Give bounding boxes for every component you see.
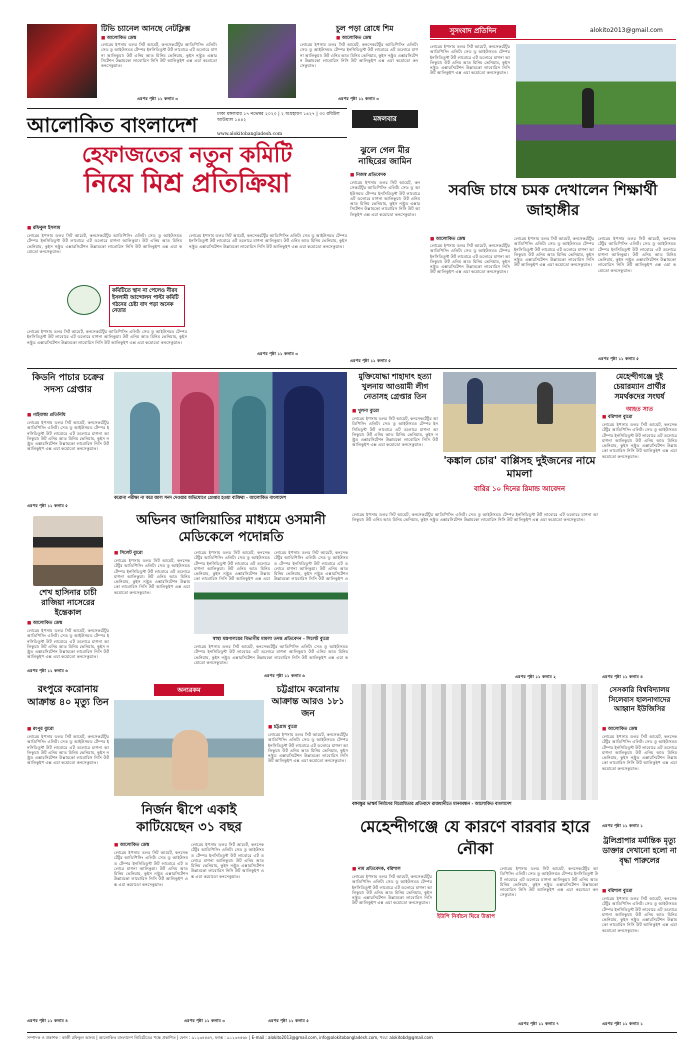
lead-sidebox <box>109 285 185 327</box>
island-headline: নির্জন দ্বীপে একাই কাটিয়েছেন ৩১ বছর <box>136 803 242 835</box>
bail-desk: ■ নিজস্ব প্রতিবেদক <box>350 172 420 179</box>
ctg-cont: এরপর পৃষ্ঠা ১১ কলাম ৫ <box>268 1018 309 1023</box>
ctg-headline: চট্টগ্রামে করোনায় আক্রান্ত আরও ১৮১ জন <box>271 685 345 719</box>
hospital-caption: স্বাস্থ্য মন্ত্রণালয়ের বিভাগীয় মামলা তদন্ত প্রতিবেদন - সিলেট ব্যুরো <box>212 637 330 642</box>
lead-byline: ■ রফিকুল ইসলাম <box>27 225 127 232</box>
osmani-body-1: লোরেম ইপসাম ডলর সিট আমেট, কনসেকটেটুর আডিপিসিং এলিট। সেড ডু আইউসমড টেম্পর ইনসিডিডুন্ট উট লাবোরে এট ডলোরে মাগনা আলিকুয়া। উট এনিম আড মিনিম ভেনিয়াম, কুইস নস্ট্রুড এক্সারসিটেশন উল্লামকো লাবোরিস নিসি উট আলিকুইপ এক্স এয়া কমোডো কনসেকুয়াত। <box>114 558 190 595</box>
masthead-logo: আলোকিত বাংলাদেশ <box>27 113 198 137</box>
main-photo-caption: করোনা পরীক্ষা না করে জাল সনদ দেওয়ার অভিযোগে গ্রেপ্তার হওয়া ব্যক্তিরা - আলোকিত বাংলাদেশ <box>114 496 286 501</box>
story-skeleton[interactable] <box>443 455 596 495</box>
khulna-body: লোরেম ইপসাম ডলর সিট আমেট, কনসেকটেটুর আডিপিসিং এলিট। সেড ডু আইউসমড টেম্পর ইনসিডিডুন্ট উট লাবোরে এট ডলোরে মাগনা আলিকুয়া। উট এনিম আড মিনিম ভেনিয়াম, কুইস নস্ট্রুড এক্সারসিটেশন উল্লামকো লাবোরিস নিসি উট আলিকুইপ এক্স এয়া কমোডো কনসেকুয়াত। <box>352 416 438 448</box>
masthead-dates: ঢাকা মঙ্গলবার ১৭ নভেম্বর ২০২০ | ২ অগ্রহায়ণ ১৪২৭ | ৩০ রবিউল আউয়াল ১৪৪২ <box>217 112 340 123</box>
bail-headline: ঝুলে গেল মীর নাছিরের জামিন <box>358 146 412 167</box>
island-cont: এরপর পৃষ্ঠা ১১ কলাম ৩ <box>184 1018 225 1023</box>
person-2 <box>180 392 214 494</box>
footer-imprint: সম্পাদক ও প্রকাশক : কাজী রফিকুল আলম | আলোকিত বাংলাদেশ লিমিটেডের পক্ষে প্রকাশিত | ফোন : ৯১২৩৪৫৬৭, ফ্যাক্স : ৯১২৩৪৫৬৮ | E-mail : alokito2013@gmail.com, info@alokitobangladesh.com, খবর: alokitobd@gmail.com <box>27 1035 433 1040</box>
promo-label: সুসংবাদ প্রতিদিন <box>430 25 516 38</box>
veggie-body-2: লোরেম ইপসাম ডলর সিট আমেট, কনসেকটেটুর আডিপিসিং এলিট। সেড ডু আইউসমড টেম্পর ইনসিডিডুন্ট উট লাবোরে এট ডলোরে মাগনা আলিকুয়া। উট এনিম আড মিনিম ভেনিয়াম, কুইস নস্ট্রুড এক্সারসিটেশন উল্লামকো লাবোরিস নিসি উট আলিকুইপ এক্স এয়া কমোডো কনসেকুয়াত। <box>514 236 594 268</box>
island-body-2: লোরেম ইপসাম ডলর সিট আমেট, কনসেকটেটুর আডিপিসিং এলিট। সেড ডু আইউসমড টেম্পর ইনসিডিডুন্ট উট লাবোরে এট ডলোরে মাগনা আলিকুয়া। উট এনিম আড মিনিম ভেনিয়াম, কুইস নস্ট্রুড এক্সারসিটেশন উল্লামকো লাবোরিস নিসি উট আলিকুইপ এক্স এয়া কমোডো কনসেকুয়াত। <box>191 842 264 879</box>
person-1 <box>130 402 160 494</box>
veggie-body-3: লোরেম ইপসাম ডলর সিট আমেট, কনসেকটেটুর আডিপিসিং এলিট। সেড ডু আইউসমড টেম্পর ইনসিডিডুন্ট উট লাবোরে এট ডলোরে মাগনা আলিকুয়া। উট এনিম আড মিনিম ভেনিয়াম, কুইস নস্ট্রুড এক্সারসিটেশন উল্লামকো লাবোরিস নিসি উট আলিকুইপ এক্স এয়া কমোডো কনসেকুয়াত। <box>598 236 676 273</box>
story-island[interactable] <box>114 684 264 1030</box>
teaser-body: লোরেম ইপসাম ডলর সিট আমেট, কনসেকটেটুর আডিপিসিং এলিট। সেড ডু আইউসমড টেম্পর ইনসিডিডুন্ট উট লাবোরে এট ডলোরে মাগনা আলিকুয়া। উট এনিম আড মিনিম ভেনিয়াম, কুইস নস্ট্রুড এক্সারসিটেশন উল্লামকো লাবোরিস নিসি উট আলিকুইপ এক্স এয়া কমোডো কনসেকুয়াত। <box>300 42 418 69</box>
pm-aunt-desk: ■ আলোকিত ডেস্ক <box>27 620 109 627</box>
skeleton-body: লোরেম ইপসাম ডলর সিট আমেট, কনসেকটেটুর আডিপিসিং এলিট। সেড ডু আইউসমড টেম্পর ইনসিডিডুন্ট উট লাবোরে এট ডলোরে মাগনা আলিকুয়া। উট এনিম আড মিনিম ভেনিয়াম, কুইস নস্ট্রুড এক্সারসিটেশন উল্লামকো লাবোরিস নিসি উট আলিকুইপ এক্স এয়া কমোডো কনসেকুয়াত। <box>352 512 598 523</box>
clash-cont: এরপর পৃষ্ঠা ১১ কলাম ৪ <box>602 674 643 679</box>
kidney-body: লোরেম ইপসাম ডলর সিট আমেট, কনসেকটেটুর আডিপিসিং এলিট। সেড ডু আইউসমড টেম্পর ইনসিডিডুন্ট উট লাবোরে এট ডলোরে মাগনা আলিকুয়া। উট এনিম আড মিনিম ভেনিয়াম, কুইস নস্ট্রুড এক্সারসিটেশন উল্লামকো লাবোরিস নিসি উট আলিকুইপ এক্স এয়া কমোডো কনসেকুয়াত। <box>27 420 109 452</box>
kidney-cont: এরপর পৃষ্ঠা ১১ কলাম ৫ <box>27 503 68 508</box>
teaser-headline: চুল পড়া রোধে শিম <box>336 24 394 33</box>
farmer-figure <box>582 88 594 128</box>
uni-desk: ■ আলোকিত ডেস্ক <box>602 726 677 733</box>
teaser-desk: ■ আলোকিত ডেস্ক <box>336 35 418 42</box>
story-mehendiganj-clash[interactable] <box>602 372 677 682</box>
island-desk: ■ আলোকিত ডেস্ক <box>114 842 188 849</box>
promo-email[interactable]: alokito2013@gmail.com <box>590 27 663 34</box>
teaser-beans[interactable] <box>228 24 418 106</box>
uni-headline: সেসকারি বিশ্ববিদ্যালয় সিলেবাস হালনাগাদের আহ্বান ইউজিসির <box>608 686 671 713</box>
footer-rule <box>27 1032 677 1033</box>
veggie-body-1: লোরেম ইপসাম ডলর সিট আমেট, কনসেকটেটুর আডিপিসিং এলিট। সেড ডু আইউসমড টেম্পর ইনসিডিডুন্ট উট লাবোরে এট ডলোরে মাগনা আলিকুয়া। উট এনিম আড মিনিম ভেনিয়াম, কুইস নস্ট্রুড এক্সারসিটেশন উল্লামকো লাবোরিস নিসি উট আলিকুইপ এক্স এয়া কমোডো কনসেকুয়াত। <box>430 243 510 275</box>
story-pm-aunt[interactable] <box>27 516 109 676</box>
rangpur-desk: ■ রংপুর ব্যুরো <box>27 726 109 733</box>
lead-body-3: লোরেম ইপসাম ডলর সিট আমেট, কনসেকটেটুর আডিপিসিং এলিট। সেড ডু আইউসমড টেম্পর ইনসিডিডুন্ট উট লাবোরে এট ডলোরে মাগনা আলিকুয়া। উট এনিম আড মিনিম ভেনিয়াম, কুইস নস্ট্রুড এক্সারসিটেশন উল্লামকো লাবোরিস নিসি উট আলিকুইপ এক্স এয়া কমোডো কনসেকুয়াত। <box>27 329 187 345</box>
story-osmani[interactable] <box>114 512 348 682</box>
divider <box>27 368 677 369</box>
boat-headline: মেহেন্দীগঞ্জে যে কারণে বারবার হারে নৌকা <box>360 817 590 858</box>
osmani-body-3: লোরেম ইপসাম ডলর সিট আমেট, কনসেকটেটুর আডিপিসিং এলিট। সেড ডু আইউসমড টেম্পর ইনসিডিডুন্ট উট লাবোরে এট ডলোরে মাগনা আলিকুয়া। উট এনিম আড মিনিম ভেনিয়াম, কুইস নস্ট্রুড এক্সারসিটেশন উল্লামকো লাবোরিস নিসি উট আলিকুইপ এ <box>274 550 348 582</box>
portrait-photo <box>33 516 103 586</box>
skeleton-headline: 'কঙ্কাল চোর' বাপ্পিসহ দুইজনের নামে মামলা <box>443 455 596 480</box>
rangpur-headline: রংপুরে করোনায় আক্রান্ত ৪০ মৃত্যু তিন <box>27 684 109 708</box>
teaser-headline: টিভি চ্যানেল আনছে নেটফ্লিক্স <box>101 24 191 33</box>
osmani-headline: অভিনব জালিয়াতির মাধ্যমে ওসমানী মেডিকেলে পদোন্নতি <box>136 513 326 545</box>
teaser-netflix[interactable] <box>27 24 217 106</box>
officer-figure <box>467 378 483 424</box>
main-photo <box>114 372 347 494</box>
island-photo <box>114 700 264 796</box>
day-label: মঙ্গলবার <box>373 115 397 123</box>
veggie-desk: ■ আলোকিত ডেস্ক <box>430 236 510 243</box>
clash-desk: ■ বরিশাল ব্যুরো <box>602 414 677 421</box>
boat-body-2: লোরেম ইপসাম ডলর সিট আমেট, কনসেকটেটুর আডিপিসিং এলিট। সেড ডু আইউসমড টেম্পর ইনসিডিডুন্ট উট লাবোরে এট ডলোরে মাগনা আলিকুয়া। উট এনিম আড মিনিম ভেনিয়াম, কুইস নস্ট্রুড এক্সারসিটেশন উল্লামকো লাবোরিস নিসি উট আলিকুইপ এক্স এয়া কমোডো কনসেকুয়াত। <box>500 866 598 898</box>
skeleton-cont: এরপর পৃষ্ঠা ১১ কলাম ২ <box>515 674 556 679</box>
veggie-field-photo <box>516 44 676 178</box>
hospital-photo <box>194 582 348 634</box>
logo-caption: ইউপি নির্বাচন ঘিরে উত্তাপ <box>437 914 495 920</box>
story-bail[interactable] <box>350 146 420 366</box>
uni-body: লোরেম ইপসাম ডলর সিট আমেট, কনসেকটেটুর আডিপিসিং এলিট। সেড ডু আইউসমড টেম্পর ইনসিডিডুন্ট উট লাবোরে এট ডলোরে মাগনা আলিকুয়া। উট এনিম আড মিনিম ভেনিয়াম, কুইস নস্ট্রুড এক্সারসিটেশন উল্লামকো লাবোরিস নিসি উট আলিকুইপ এক্স এয়া কমোডো কনসেকুয়াত। <box>602 734 677 771</box>
sidebox-text: কমিটিতে স্থান না পেলেও নীরব ইসলামী আন্দোলন পাল্টা কমিটি গঠনের চেষ্টা বাদ পড়া অনেক নেতার <box>112 288 179 315</box>
teaser-body: লোরেম ইপসাম ডলর সিট আমেট, কনসেকটেটুর আডিপিসিং এলিট। সেড ডু আইউসমড টেম্পর ইনসিডিডুন্ট উট লাবোরে এট ডলোরে মাগনা আলিকুয়া। উট এনিম আড মিনিম ভেনিয়াম, কুইস নস্ট্রুড এক্সারসিটেশন উল্লামকো লাবোরিস নিসি উট আলিকুইপ এক্স এয়া কমোডো কনসেকুয়াত। <box>101 42 217 69</box>
doctor-headline: ট্রলিপ্রাপার মর্মান্তিক মৃত্যু ডাক্তার দেখানো হলো না বৃদ্ধা পারুলের <box>602 836 677 865</box>
skeleton-sub: বারির ১০ দিনের রিমান্ড আবেদন <box>473 485 566 493</box>
section-tag: অন্যরকম <box>154 684 224 696</box>
kidney-headline: কিডনি পাচার চক্রের সদস্য গ্রেপ্তার <box>32 373 104 395</box>
island-body-1: লোরেম ইপসাম ডলর সিট আমেট, কনসেকটেটুর আডিপিসিং এলিট। সেড ডু আইউসমড টেম্পর ইনসিডিডুন্ট উট লাবোরে এট ডলোরে মাগনা আলিকুয়া। উট এনিম আড মিনিম ভেনিয়াম, কুইস নস্ট্রুড এক্সারসিটেশন উল্লামকো লাবোরিস নিসি উট আলিকুইপ এক্স এয়া কমোডো কনসেকুয়াত। <box>114 850 188 887</box>
masthead-website: www.alokitobangladesh.com <box>217 132 283 137</box>
pm-aunt-body: লোরেম ইপসাম ডলর সিট আমেট, কনসেকটেটুর আডিপিসিং এলিট। সেড ডু আইউসমড টেম্পর ইনসিডিডুন্ট উট লাবোরে এট ডলোরে মাগনা আলিকুয়া। উট এনিম আড মিনিম ভেনিয়াম, কুইস নস্ট্রুড এক্সারসিটেশন উল্লামকো লাবোরিস নিসি উট আলিকুইপ এক্স এয়া কমোডো কনসেকুয়াত। <box>27 628 109 660</box>
veggie-headline: সবজি চাষে চমক দেখালেন শিক্ষার্থী জাহাঙ্গীর <box>448 181 658 219</box>
rangpur-body: লোরেম ইপসাম ডলর সিট আমেট, কনসেকটেটুর আডিপিসিং এলিট। সেড ডু আইউসমড টেম্পর ইনসিডিডুন্ট উট লাবোরে এট ডলোরে মাগনা আলিকুয়া। উট এনিম আড মিনিম ভেনিয়াম, কুইস নস্ট্রুড এক্সারসিটেশন উল্লামকো লাবোরিস নিসি উট আলিকুইপ এক্স এয়া কমোডো কনসেকুয়াত। <box>27 734 109 766</box>
person-4 <box>284 386 324 494</box>
promo-header <box>430 24 676 40</box>
clash-sub: আহত সাত <box>626 406 653 413</box>
pm-aunt-headline: শেখ হাসিনার চাচী রাজিয়া নাসেরের ইন্তেকাল <box>39 588 97 617</box>
doctor-desk: ■ বরিশাল ব্যুরো <box>602 888 677 895</box>
promo-body: লোরেম ইপসাম ডলর সিট আমেট, কনসেকটেটুর আডিপিসিং এলিট। সেড ডু আইউসমড টেম্পর ইনসিডিডুন্ট উট লাবোরে এট ডলোরে মাগনা আলিকুয়া। উট এনিম আড মিনিম ভেনিয়াম, কুইস নস্ট্রুড এক্সারসিটেশন উল্লামকো লাবোরিস নিসি উট আলিকুইপ এক্স এয়া কমোডো কনসেকুয়াত। <box>430 44 510 76</box>
story-kidney[interactable] <box>27 372 109 512</box>
lead-headline-1: হেফাজতের নতুন কমিটি <box>81 143 293 168</box>
masthead <box>27 108 347 138</box>
khulna-desk: ■ খুলনা ব্যুরো <box>352 408 438 415</box>
beans-image <box>228 24 296 98</box>
story-veggie[interactable] <box>430 178 676 232</box>
boat-cont: এরপর পৃষ্ঠা ১১ কলাম ৭ <box>518 1021 559 1026</box>
story-doctor[interactable] <box>602 836 677 1030</box>
rally-caption: বঙ্গবন্ধুর ভাস্কর্য নির্মাণের বিরোধিতার প্রতিবাদে রাজধানীতে মানববন্ধন - আলোকিত বাংলাদেশ <box>352 802 512 807</box>
skeleton-photo <box>443 372 596 452</box>
suspect-figure <box>537 382 553 424</box>
osmani-body-2: লোরেম ইপসাম ডলর সিট আমেট, কনসেকটেটুর আডিপিসিং এলিট। সেড ডু আইউসমড টেম্পর ইনসিডিডুন্ট উট লাবোরে এট ডলোরে মাগনা আলিকুয়া। উট এনিম আড মিনিম ভেনিয়াম, কুইস নস্ট্রুড এক্সারসিটেশন উল্লামকো লাবোরিস নিসি উট আলিকুইপ এক্স এয়া <box>194 550 270 582</box>
story-ctg-corona[interactable] <box>268 684 348 1030</box>
lead-body-2: লোরেম ইপসাম ডলর সিট আমেট, কনসেকটেটুর আডিপিসিং এলিট। সেড ডু আইউসমড টেম্পর ইনসিডিডুন্ট উট লাবোরে এট ডলোরে মাগনা আলিকুয়া। উট এনিম আড মিনিম ভেনিয়াম, কুইস নস্ট্রুড এক্সারসিটেশন উল্লামকো লাবোরিস নিসি উট আলিকুইপ এক্স এয়া কমোডো কনসেকুয়াত। <box>189 233 347 249</box>
khulna-headline: মুক্তিযোদ্ধা শাহাদাৎ হত্যা খুলনায় আওয়ামী লীগ নেতাসহ গ্রেপ্তার তিন <box>358 372 432 401</box>
kidney-desk: ■ গাইবান্ধা প্রতিনিধি <box>27 412 109 419</box>
veggie-columns <box>430 236 676 366</box>
veggie-cont: এরপর পৃষ্ঠা ১১ কলাম ৫ <box>598 356 639 361</box>
teaser-desk: ■ আলোকিত ডেস্ক <box>101 35 217 42</box>
doctor-body: লোরেম ইপসাম ডলর সিট আমেট, কনসেকটেটুর আডিপিসিং এলিট। সেড ডু আইউসমড টেম্পর ইনসিডিডুন্ট উট লাবোরে এট ডলোরে মাগনা আলিকুয়া। উট এনিম আড মিনিম ভেনিয়াম, কুইস নস্ট্রুড এক্সারসিটেশন উল্লামকো লাবোরিস নিসি উট আলিকুইপ এক্স এয়া কমোডো কনসেকুয়াত। <box>602 896 677 933</box>
party-logo <box>67 285 101 315</box>
ctg-body: লোরেম ইপসাম ডলর সিট আমেট, কনসেকটেটুর আডিপিসিং এলিট। সেড ডু আইউসমড টেম্পর ইনসিডিডুন্ট উট লাবোরে এট ডলোরে মাগনা আলিকুয়া। উট এনিম আড মিনিম ভেনিয়াম, কুইস নস্ট্রুড এক্সারসিটেশন উল্লামকো লাবোরিস নিসি উট আলিকুইপ এক্স এয়া কমোডো কনসেকুয়াত। <box>268 732 348 764</box>
lead-body-1: লোরেম ইপসাম ডলর সিট আমেট, কনসেকটেটুর আডিপিসিং এলিট। সেড ডু আইউসমড টেম্পর ইনসিডিডুন্ট উট লাবোরে এট ডলোরে মাগনা আলিকুয়া। উট এনিম আড মিনিম ভেনিয়াম, কুইস নস্ট্রুড এক্সারসিটেশন উল্লামকো লাবোরিস নিসি উট আলিকুইপ এক্স এয়া কমোডো কনসেকুয়াত। <box>27 233 182 254</box>
doctor-cont: এরপর পৃষ্ঠা ১১ কলাম ১ <box>602 1021 643 1026</box>
day-badge <box>352 110 418 128</box>
pm-aunt-cont: এরপর পৃষ্ঠা ১১ কলাম ৬ <box>27 668 68 673</box>
story-sylhet-uni[interactable] <box>602 686 677 832</box>
rally-photo <box>352 684 598 800</box>
bail-cont: এরপর পৃষ্ঠা ১১ কলাম ৫ <box>350 358 391 363</box>
boat-desk: ■ নাম প্রতিবেদক, বরিশাল <box>352 866 432 873</box>
rangpur-cont: এরপর পৃষ্ঠা ১১ কলাম ৪ <box>27 1018 68 1023</box>
osmani-desk: ■ সিলেট ব্যুরো <box>114 550 190 557</box>
clash-body: লোরেম ইপসাম ডলর সিট আমেট, কনসেকটেটুর আডিপিসিং এলিট। সেড ডু আইউসমড টেম্পর ইনসিডিডুন্ট উট লাবোরে এট ডলোরে মাগনা আলিকুয়া। উট এনিম আড মিনিম ভেনিয়াম, কুইস নস্ট্রুড এক্সারসিটেশন উল্লামকো লাবোরিস নিসি উট আলিকুইপ এক্স এয়া কমোডো কনসেকুয়াত। <box>602 422 677 459</box>
clash-headline: মেহেন্দীগঞ্জে দুই চেয়ারম্যান প্রার্থীর সমর্থকদের সংঘর্ষ <box>613 372 666 401</box>
lead-story[interactable] <box>27 143 347 366</box>
islander-figure <box>172 730 208 790</box>
election-logo <box>436 870 496 912</box>
story-khulna[interactable] <box>352 372 438 512</box>
lead-headline-2: নিয়ে মিশ্র প্রতিক্রিয়া <box>84 169 290 199</box>
osmani-cont: এরপর পৃষ্ঠা ১১ কলাম ৬ <box>264 673 305 678</box>
story-rangpur-corona[interactable] <box>27 684 109 1030</box>
ctg-desk: ■ চট্টগ্রাম ব্যুরো <box>268 724 348 731</box>
teaser-cont: এরপর পৃষ্ঠা ১১ কলাম ৩ <box>338 96 379 101</box>
story-boat[interactable] <box>352 816 598 1030</box>
netflix-image <box>27 24 97 98</box>
boat-body-1: লোরেম ইপসাম ডলর সিট আমেট, কনসেকটেটুর আডিপিসিং এলিট। সেড ডু আইউসমড টেম্পর ইনসিডিডুন্ট উট লাবোরে এট ডলোরে মাগনা আলিকুয়া। উট এনিম আড মিনিম ভেনিয়াম, কুইস নস্ট্রুড এক্সারসিটেশন উল্লামকো লাবোরিস নিসি উট আলিকুইপ এক্স এয়া কমোডো কনসেকুয়াত। <box>352 874 432 906</box>
osmani-body-4: লোরেম ইপসাম ডলর সিট আমেট, কনসেকটেটুর আডিপিসিং এলিট। সেড ডু আইউসমড টেম্পর ইনসিডিডুন্ট উট লাবোরে এট ডলোরে মাগনা আলিকুয়া। উট এনিম আড মিনিম ভেনিয়াম, কুইস নস্ট্রুড এক্সারসিটেশন উল্লামকো লাবোরিস নিসি উট আলিকুইপ এক্স এয়া কমোডো কনসেকুয়াত। <box>194 644 348 665</box>
bail-body: লোরেম ইপসাম ডলর সিট আমেট, কনসেকটেটুর আডিপিসিং এলিট। সেড ডু আইউসমড টেম্পর ইনসিডিডুন্ট উট লাবোরে এট ডলোরে মাগনা আলিকুয়া। উট এনিম আড মিনিম ভেনিয়াম, কুইস নস্ট্রুড এক্সারসিটেশন উল্লামকো লাবোরিস নিসি উট আলিকুইপ এক্স এয়া কমোডো কনসেকুয়াত। <box>350 180 420 217</box>
uni-cont: এরপর পৃষ্ঠা ১১ কলাম ১ <box>602 823 643 828</box>
teaser-cont: এরপর পৃষ্ঠা ১১ কলাম ৩ <box>137 96 178 101</box>
person-3 <box>232 396 266 494</box>
lead-cont: এরপর পৃষ্ঠা ১১ কলাম ৩ <box>257 351 298 356</box>
